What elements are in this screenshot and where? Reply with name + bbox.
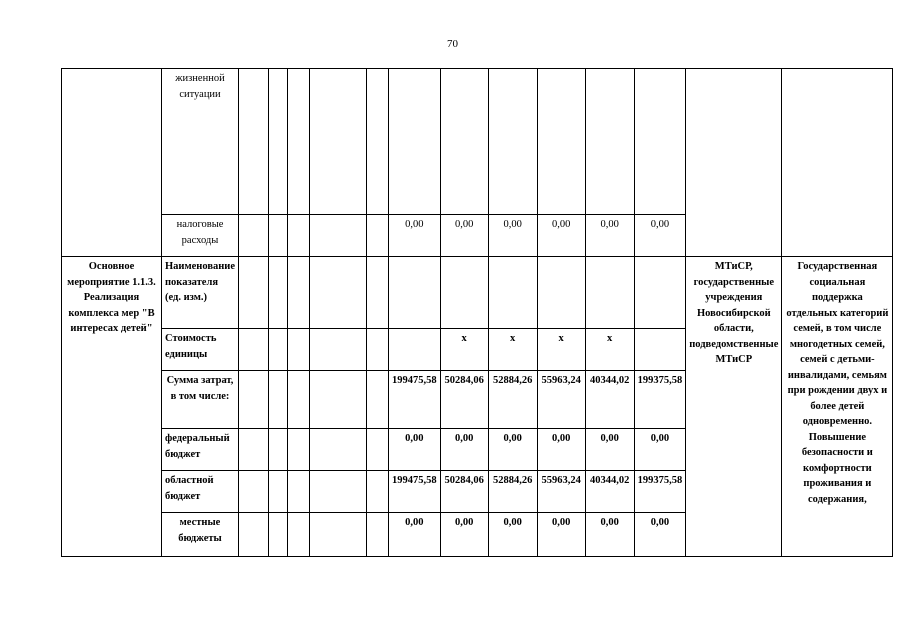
empty-cell [634,69,686,215]
value-cell: 52884,26 [488,471,537,513]
empty-cell [269,471,288,513]
value-cell: 0,00 [537,215,585,257]
empty-cell [288,257,310,329]
empty-cell [634,257,686,329]
empty-cell [488,257,537,329]
value-cell: 52884,26 [488,371,537,429]
empty-cell [239,69,269,215]
table-row [62,69,893,215]
value-cell: 199375,58 [634,371,686,429]
indicator-cell: Сумма затрат, в том числе: [162,371,239,429]
empty-cell [288,371,310,429]
empty-cell [288,471,310,513]
empty-cell [310,429,367,471]
empty-cell [288,513,310,557]
empty-cell [310,513,367,557]
value-cell: 0,00 [440,429,488,471]
empty-cell [389,69,441,215]
empty-cell [367,329,389,371]
empty-cell [367,429,389,471]
indicator-cell: налоговые расходы [162,215,239,257]
value-cell: 199475,58 [389,471,441,513]
empty-cell [389,257,441,329]
table-row [62,257,893,329]
value-cell: 0,00 [585,429,634,471]
empty-cell [440,257,488,329]
empty-cell [310,371,367,429]
empty-cell [269,371,288,429]
empty-cell [288,329,310,371]
value-cell: x [440,329,488,371]
value-cell: 40344,02 [585,471,634,513]
value-cell: 199475,58 [389,371,441,429]
indicator-cell: Стоимость единицы [162,329,239,371]
empty-cell [239,513,269,557]
empty-cell [585,69,634,215]
value-cell: 0,00 [634,513,686,557]
empty-cell [239,257,269,329]
value-cell: 40344,02 [585,371,634,429]
empty-cell [288,215,310,257]
empty-cell [585,257,634,329]
value-cell: 55963,24 [537,471,585,513]
value-cell: 0,00 [389,513,441,557]
value-cell: 0,00 [440,513,488,557]
value-cell: 0,00 [389,215,441,257]
value-cell: x [585,329,634,371]
value-cell: 0,00 [585,215,634,257]
indicator-cell: федеральный бюджет [162,429,239,471]
value-cell: 0,00 [488,429,537,471]
empty-cell [239,371,269,429]
value-cell: 199375,58 [634,471,686,513]
value-cell: 0,00 [634,215,686,257]
empty-cell [367,215,389,257]
empty-cell [367,471,389,513]
value-cell: x [488,329,537,371]
empty-cell [537,257,585,329]
page-number: 70 [447,38,458,50]
empty-cell [310,471,367,513]
empty-cell [440,69,488,215]
empty-cell [269,513,288,557]
indicator-cell: Наименование показателя (ед. изм.) [162,257,239,329]
empty-cell [310,257,367,329]
empty-cell [310,329,367,371]
value-cell: 0,00 [389,429,441,471]
empty-cell [239,471,269,513]
empty-cell [269,69,288,215]
empty-cell [239,329,269,371]
indicator-cell: местные бюджеты [162,513,239,557]
empty-cell [239,429,269,471]
empty-cell [310,69,367,215]
value-cell: 0,00 [488,513,537,557]
value-cell: 50284,06 [440,371,488,429]
value-cell: 55963,24 [537,371,585,429]
empty-cell [269,429,288,471]
empty-cell [269,329,288,371]
result-cell: Государственная социальная поддержка отдельных категорий семей, в том числе многодетных семей, семей с детьми-инвалидами, семьям при рождении двух и более детей одновременно. Повышение безопасности и комфортности проживания и содержания, [782,257,893,557]
empty-cell [634,329,686,371]
empty-cell [288,429,310,471]
value-cell: 0,00 [585,513,634,557]
executor-cell: МТиСР, государственные учреждения Новосибирской области, подведомственные МТиСР [686,257,782,557]
value-cell: 0,00 [537,429,585,471]
measure-cell: Основное мероприятие 1.1.3. Реализация комплекса мер "В интересах детей" [62,257,162,557]
value-cell: 50284,06 [440,471,488,513]
measure-cell [62,69,162,257]
executor-cell [686,69,782,257]
program-table [61,68,893,557]
value-cell: x [537,329,585,371]
empty-cell [488,69,537,215]
empty-cell [239,215,269,257]
indicator-cell: областной бюджет [162,471,239,513]
empty-cell [310,215,367,257]
value-cell: 0,00 [488,215,537,257]
empty-cell [367,513,389,557]
empty-cell [367,257,389,329]
value-cell: 0,00 [634,429,686,471]
result-cell [782,69,893,257]
indicator-cell: жизненной ситуации [162,69,239,215]
empty-cell [367,69,389,215]
empty-cell [288,69,310,215]
empty-cell [269,257,288,329]
value-cell: 0,00 [537,513,585,557]
empty-cell [389,329,441,371]
empty-cell [537,69,585,215]
empty-cell [269,215,288,257]
value-cell: 0,00 [440,215,488,257]
empty-cell [367,371,389,429]
